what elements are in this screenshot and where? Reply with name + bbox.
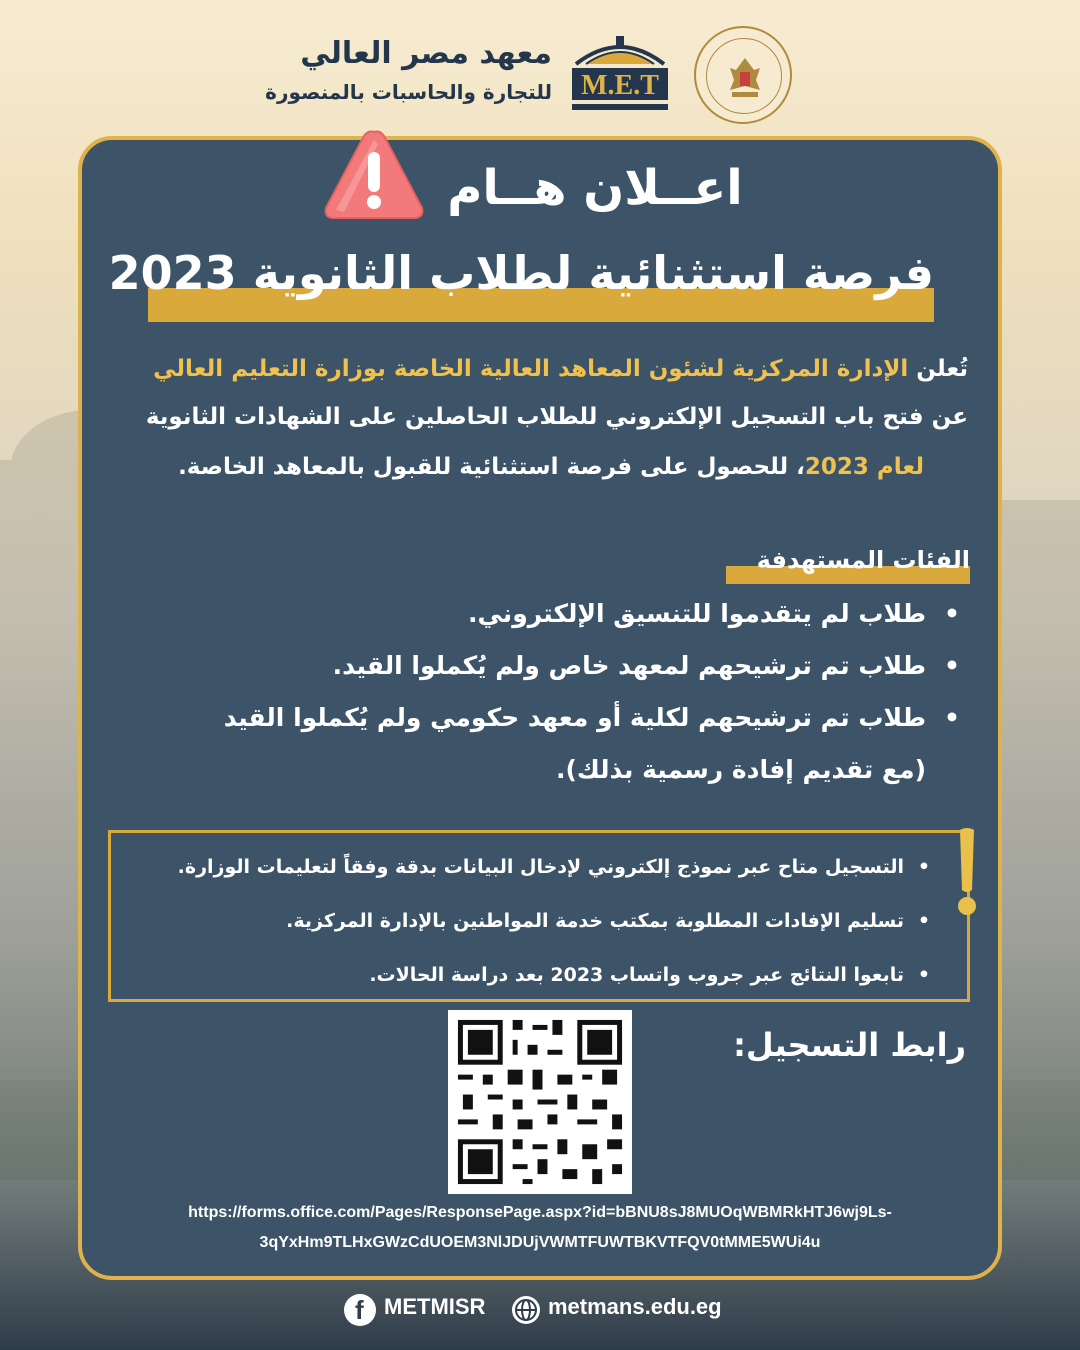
header (0, 20, 1080, 130)
categories-list (160, 588, 960, 796)
note-item: • التسجيل متاح عبر نموذج إلكتروني لإدخال البيانات بدقة وفقاً لتعليمات الوزارة. (130, 840, 930, 894)
intro-line-1 (88, 356, 968, 382)
registration-label: رابط التسجيل: (733, 1026, 966, 1064)
categories-title: الفئات المستهدفة (756, 546, 970, 574)
globe-icon (510, 1294, 542, 1326)
facebook-handle[interactable]: METMISR (384, 1294, 486, 1319)
registration-url-line-1[interactable]: https://forms.office.com/Pages/ResponsePage.aspx?id=bBNU8sJ8MUOqWBMRkHTJ6wj9Ls- (188, 1204, 892, 1221)
intro-line-2: عن فتح باب التسجيل الإلكتروني للطلاب الحاصلين على الشهادات الثانوية (145, 404, 968, 430)
logo-text: M.E.T (581, 70, 659, 101)
category-item: • طلاب تم ترشيحهم لكلية أو معهد حكومي ولم يُكملوا القيد (160, 692, 960, 744)
intro-prefix: تُعلن (908, 356, 968, 382)
intro-line-3 (44, 454, 924, 480)
ministry-of-higher-education-seal-icon (694, 26, 792, 124)
intro-ministry-highlight: الإدارة المركزية لشئون المعاهد العالية الخاصة بوزارة التعليم العالي (153, 356, 909, 382)
website-link[interactable]: metmans.edu.eg (548, 1294, 722, 1319)
announcement-label: اعــلان هــام (447, 160, 743, 216)
met-logo-icon (566, 34, 674, 118)
category-item: • طلاب لم يتقدموا للتنسيق الإلكتروني. (160, 588, 960, 640)
registration-qr-code[interactable] (448, 1010, 632, 1194)
exclamation-icon (950, 826, 984, 918)
facebook-icon[interactable]: f (344, 1294, 376, 1326)
note-item: • تابعوا النتائج عبر جروب واتساب 2023 بعد دراسة الحالات. (130, 948, 930, 1002)
notes-list (130, 840, 930, 1002)
note-item: • تسليم الإفادات المطلوبة بمكتب خدمة المواطنين بالإدارة المركزية. (130, 894, 930, 948)
intro-line-3-rest: ، للحصول على فرصة استثنائية للقبول بالمعاهد الخاصة. (178, 454, 805, 480)
intro-year-highlight: لعام 2023 (804, 454, 924, 480)
main-title: فرصة استثنائية لطلاب الثانوية 2023 (108, 246, 934, 300)
footer (0, 1290, 1080, 1330)
warning-triangle-icon (322, 126, 426, 224)
category-item: • طلاب تم ترشيحهم لمعهد خاص ولم يُكملوا القيد. (160, 640, 960, 692)
category-item-3-continuation: (مع تقديم إفادة رسمية بذلك). (555, 755, 926, 784)
institute-subtitle: للتجارة والحاسبات بالمنصورة (265, 80, 552, 104)
registration-url-line-2[interactable]: 3qYxHm9TLHxGWzCdUOEM3NlJDUjVWMTFUWTBKVTFQV0tMME5WUi4u (259, 1234, 821, 1251)
institute-name: معهد مصر العالي (300, 36, 552, 71)
